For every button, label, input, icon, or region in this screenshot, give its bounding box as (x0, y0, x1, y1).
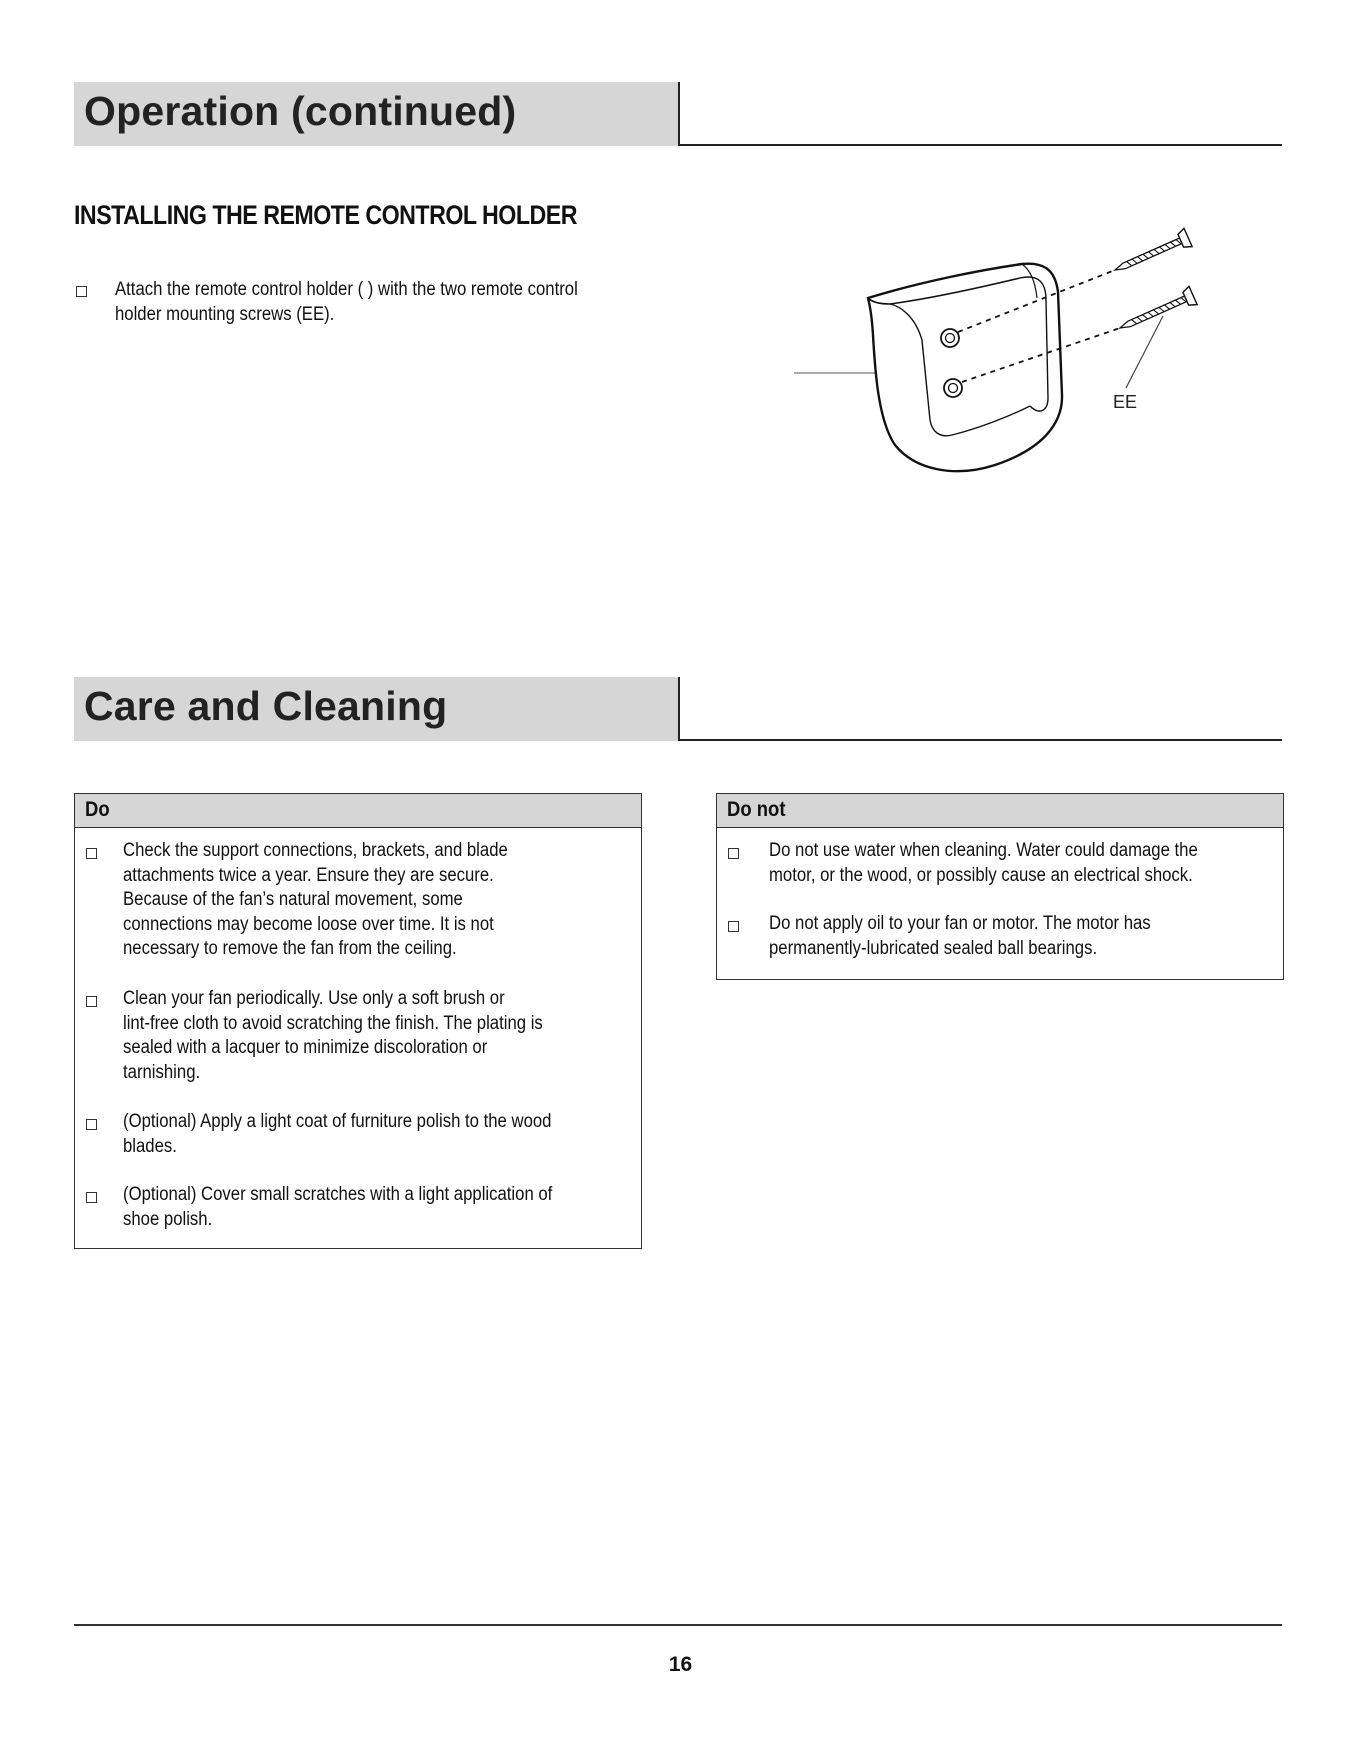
do-item (75, 1110, 635, 1162)
install-step-text: Attach the remote control holder ( ) with the two remote control holder mounting screws (EE). (115, 279, 578, 325)
checkbox-icon (76, 286, 87, 297)
checkbox-icon (86, 996, 97, 1007)
do-not-box-header (717, 794, 1283, 828)
care-title-box (74, 677, 680, 741)
do-item-text: Clean your fan periodically. Use only a soft brush or lint-free cloth to avoid scratching the finish. The plating is sealed with a lacquer to minimize discoloration or tarnishing. (123, 988, 543, 1083)
screw-hole-lower (944, 379, 962, 397)
do-box-header (75, 794, 641, 828)
holder-body (868, 264, 1062, 472)
do-not-item-text: Do not use water when cleaning. Water could damage the motor, or the wood, or possibly cause an electrical shock. (769, 840, 1198, 886)
do-item-text: (Optional) Apply a light coat of furniture polish to the wood blades. (123, 1111, 552, 1157)
screw-hole-upper (941, 329, 959, 347)
checkbox-icon (86, 1192, 97, 1203)
do-not-item (717, 912, 1277, 964)
do-not-header-label: Do not (727, 798, 786, 821)
operation-section-header (74, 82, 1282, 146)
checkbox-icon (86, 848, 97, 859)
figure-label-ee: EE (1113, 392, 1138, 412)
do-item-text: (Optional) Cover small scratches with a light application of shoe polish. (123, 1184, 553, 1230)
do-not-item-text: Do not apply oil to your fan or motor. The motor has permanently-lubricated sealed ball bearings. (769, 913, 1151, 959)
remote-holder-illustration (780, 220, 1220, 480)
page-title: Operation (continued) (84, 88, 517, 134)
care-title: Care and Cleaning (84, 683, 448, 729)
operation-title-box (74, 82, 680, 146)
header-rule (678, 739, 1282, 741)
footer-rule (74, 1624, 1282, 1626)
subheading-install-remote-holder: INSTALLING THE REMOTE CONTROL HOLDER (74, 200, 578, 230)
do-box (74, 793, 642, 1249)
do-item (75, 987, 635, 1091)
checkbox-icon (728, 848, 739, 859)
do-header-label: Do (85, 798, 110, 821)
do-not-box (716, 793, 1284, 980)
care-section-header (74, 677, 1282, 741)
checkbox-icon (86, 1119, 97, 1130)
screw-upper (1111, 228, 1192, 279)
do-item (75, 1183, 635, 1235)
do-item (75, 839, 635, 967)
do-item-text: Check the support connections, brackets, and blade attachments twice a year. Ensure they are secure. Because of the fan’s natural movement, some connections may become loose over time. It is not necessary to remove the fan from the ceiling. (123, 840, 508, 959)
header-rule (678, 144, 1282, 146)
install-step (74, 278, 674, 338)
page-number: 16 (668, 1653, 693, 1676)
do-not-item (717, 839, 1277, 891)
checkbox-icon (728, 921, 739, 932)
